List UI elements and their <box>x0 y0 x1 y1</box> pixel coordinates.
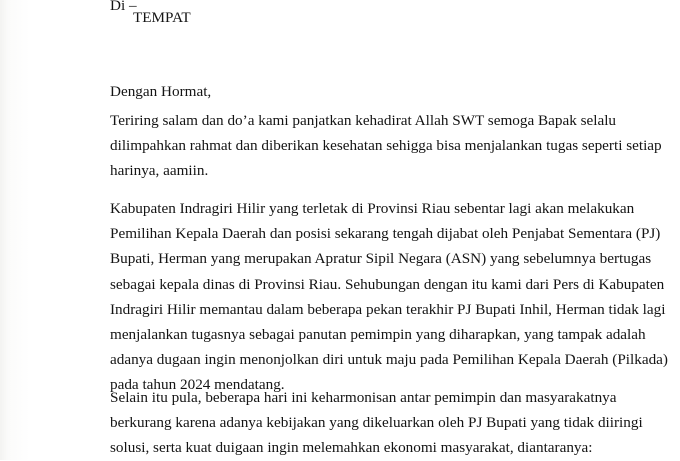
paragraph-concerns <box>110 385 643 461</box>
paragraph-line: dilimpahkan rahmat dan diberikan kesehatan sehigga bisa menjalankan tugas seperti setiap <box>110 137 662 155</box>
paragraph-line: solusi, serta kuat duigaan ingin melemahkan ekonomi masyarakat, diantaranya: <box>110 439 593 457</box>
address-line-tempat: TEMPAT <box>133 9 191 26</box>
paragraph-line: Kabupaten Indragiri Hilir yang terletak di Provinsi Riau sebentar lagi akan melakukan <box>110 200 635 217</box>
paragraph-line: Teriring salam dan do’a kami panjatkan kehadirat Allah SWT semoga Bapak selalu <box>110 112 617 129</box>
paragraph-line: Bupati, Herman yang merupakan Apratur Sipil Negara (ASN) yang sebelumnya bertugas <box>110 250 652 268</box>
paragraph-line: sebagai kepala dinas di Provinsi Riau. Sehubungan dengan itu kami dari Pers di Kabupaten <box>110 275 665 293</box>
paragraph-line: Pemilihan Kepala Daerah dan posisi sekarang tengah dijabat oleh Penjabat Sementara (PJ) <box>110 225 661 243</box>
paragraph-line: harinya, aamiin. <box>110 162 209 180</box>
paragraph-line: adanya dugaan ingin menonjolkan diri untuk maju pada Pemilihan Kepala Daerah (Pilkada) <box>110 351 668 369</box>
paragraph-greeting <box>110 108 662 184</box>
address-line-di: Di – <box>110 0 137 14</box>
salutation: Dengan Hormat, <box>110 83 212 100</box>
paragraph-line: menjalankan tugasnya sebagai panutan pemimpin yang diharapkan, yang tampak adalah <box>110 325 646 343</box>
paragraph-line: berkurang karena adanya kebijakan yang dikeluarkan oleh PJ Bupati yang tidak diiringi <box>110 414 643 432</box>
paragraph-line: Selain itu pula, beberapa hari ini keharmonisan antar pemimpin dan masyarakatnya <box>110 389 617 406</box>
paragraph-line: Indragiri Hilir memantau dalam beberapa pekan terakhir PJ Bupati Inhil, Herman tidak lagi <box>110 300 666 318</box>
paragraph-line: pada tahun 2024 mendatang. <box>110 376 285 394</box>
